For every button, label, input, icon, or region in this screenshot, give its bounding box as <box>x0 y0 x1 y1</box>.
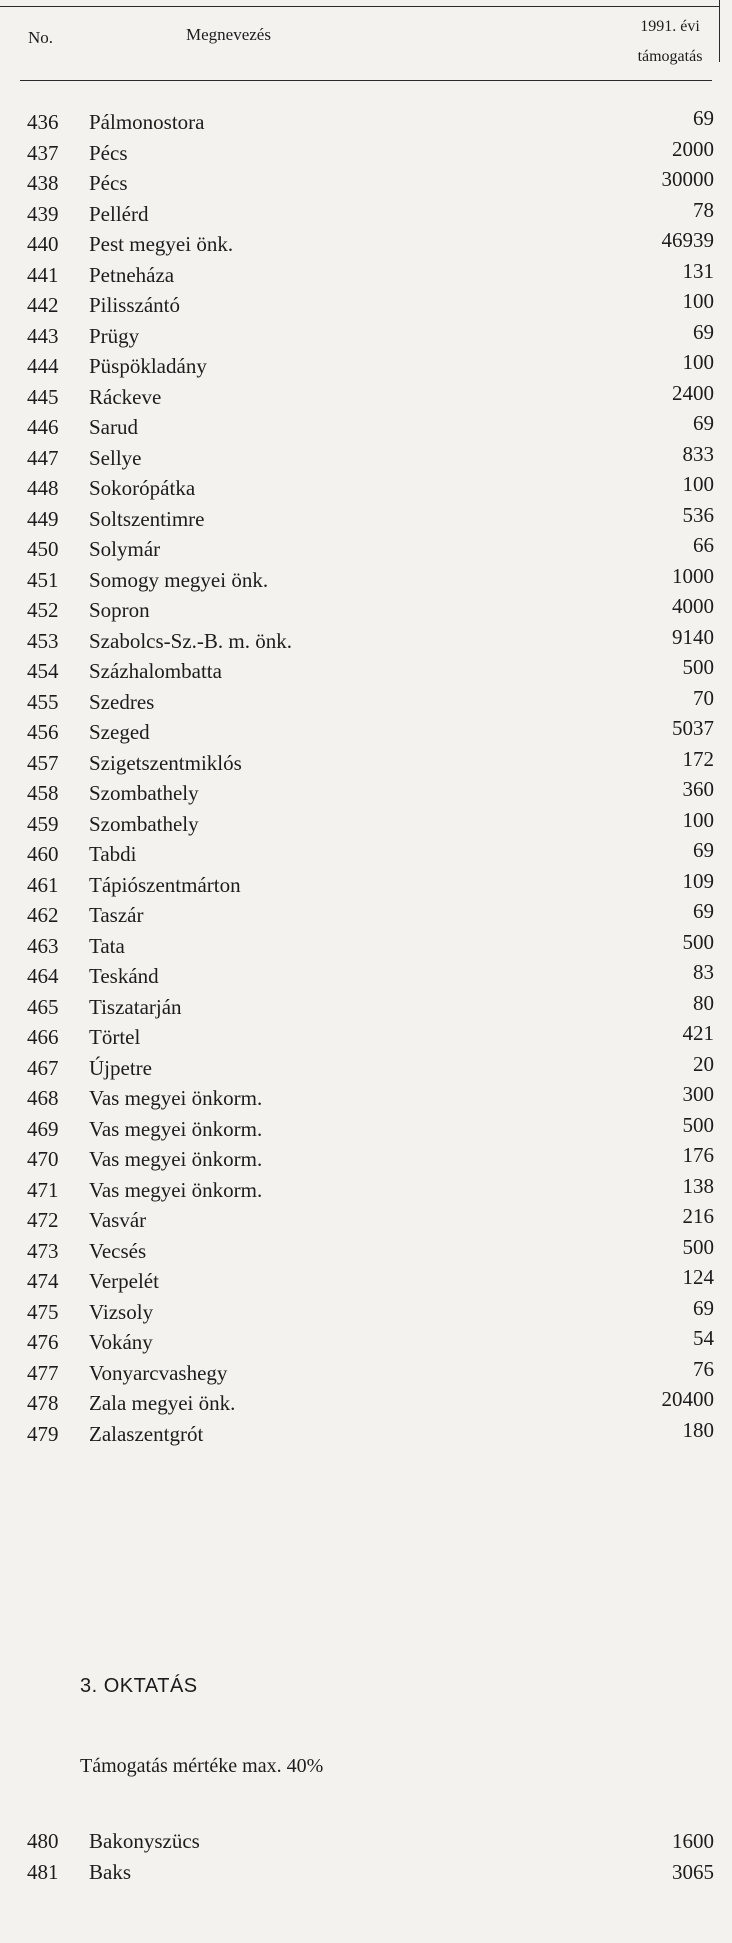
row-name: Pálmonostora <box>89 110 205 134</box>
row-number: 441 <box>27 262 59 287</box>
table-row <box>0 1826 732 1857</box>
row-value: 69 <box>693 899 714 923</box>
row-number: 479 <box>27 1421 59 1446</box>
row-number: 475 <box>27 1299 59 1324</box>
table-row <box>0 473 732 504</box>
table-row <box>0 412 732 443</box>
row-value: 172 <box>682 746 714 771</box>
row-name: Bakonyszücs <box>89 1829 200 1853</box>
row-number: 439 <box>27 201 59 226</box>
row-number: 451 <box>27 567 59 592</box>
row-value: 500 <box>682 1112 714 1137</box>
row-value: 78 <box>693 197 714 222</box>
section-title: 3. OKTATÁS <box>80 1675 198 1697</box>
row-value: 83 <box>693 960 714 984</box>
row-name: Püspökladány <box>89 354 207 378</box>
row-number: 436 <box>27 110 59 134</box>
row-number: 449 <box>27 506 59 531</box>
row-value: 300 <box>682 1082 714 1106</box>
row-number: 477 <box>27 1360 59 1385</box>
row-name: Teskánd <box>89 964 159 988</box>
row-value: 9140 <box>672 624 714 649</box>
row-number: 464 <box>27 964 59 988</box>
row-value: 69 <box>693 106 714 130</box>
row-name: Zalaszentgrót <box>89 1421 204 1446</box>
row-number: 466 <box>27 1025 59 1049</box>
row-name: Vas megyei önkorm. <box>89 1116 263 1141</box>
row-value: 69 <box>693 1295 714 1320</box>
row-name: Vokány <box>89 1330 153 1354</box>
row-value: 20 <box>693 1051 714 1076</box>
row-name: Zala megyei önk. <box>89 1391 236 1415</box>
column-header-support-line1: 1991. évi <box>640 18 700 35</box>
row-value: 76 <box>693 1356 714 1381</box>
row-number: 481 <box>27 1859 59 1884</box>
row-name: Szedres <box>89 689 155 714</box>
row-name: Baks <box>89 1859 131 1884</box>
row-value: 180 <box>682 1417 714 1442</box>
row-value: 1000 <box>672 563 714 588</box>
row-name: Petneháza <box>89 262 175 287</box>
row-value: 131 <box>682 258 714 283</box>
row-name: Sellye <box>89 445 142 470</box>
row-value: 100 <box>682 472 714 496</box>
table-row <box>0 504 732 535</box>
row-value: 54 <box>693 1326 714 1350</box>
table-row <box>0 717 732 748</box>
row-number: 462 <box>27 903 59 927</box>
row-value: 109 <box>682 868 714 893</box>
table-row <box>0 260 732 291</box>
table-row <box>0 534 732 565</box>
row-number: 471 <box>27 1177 59 1202</box>
row-name: Taszár <box>89 903 144 927</box>
row-name: Újpetre <box>89 1055 152 1080</box>
table-row <box>0 1144 732 1175</box>
row-name: Sokorópátka <box>89 476 196 500</box>
row-number: 463 <box>27 933 59 958</box>
row-name: Szeged <box>89 720 150 744</box>
row-number: 476 <box>27 1330 59 1354</box>
table-row <box>0 382 732 413</box>
row-number: 455 <box>27 689 59 714</box>
row-name: Százhalombatta <box>89 659 222 683</box>
row-number: 443 <box>27 323 59 348</box>
row-name: Törtel <box>89 1025 141 1049</box>
row-number: 474 <box>27 1269 59 1293</box>
row-name: Szombathely <box>89 811 199 836</box>
row-value: 66 <box>693 533 714 557</box>
row-number: 460 <box>27 842 59 866</box>
table-row <box>0 809 732 840</box>
row-name: Vas megyei önkorm. <box>89 1177 263 1202</box>
row-value: 176 <box>682 1143 714 1167</box>
table-row <box>0 1388 732 1419</box>
row-value: 4000 <box>672 594 714 618</box>
row-name: Szigetszentmiklós <box>89 750 242 775</box>
table-row <box>0 748 732 779</box>
row-value: 138 <box>682 1173 714 1198</box>
row-value: 216 <box>682 1204 714 1228</box>
table-row <box>0 626 732 657</box>
row-name: Vas megyei önkorm. <box>89 1086 263 1110</box>
header-rule <box>20 80 712 81</box>
table-row <box>0 931 732 962</box>
table-row <box>0 199 732 230</box>
table-row <box>0 321 732 352</box>
column-header-name: Megnevezés <box>186 25 271 44</box>
table-row <box>0 595 732 626</box>
row-name: Somogy megyei önk. <box>89 567 269 592</box>
table-row <box>0 1857 732 1888</box>
row-value: 69 <box>693 319 714 344</box>
table-row <box>0 1419 732 1450</box>
row-name: Prügy <box>89 323 140 348</box>
row-value: 20400 <box>661 1387 714 1411</box>
row-number: 450 <box>27 537 59 561</box>
row-number: 480 <box>27 1829 59 1853</box>
table-row <box>0 1266 732 1297</box>
row-value: 46939 <box>661 228 714 252</box>
table-row <box>0 900 732 931</box>
row-value: 69 <box>693 838 714 862</box>
table-row <box>0 168 732 199</box>
row-number: 467 <box>27 1055 59 1080</box>
row-name: Sopron <box>89 598 150 622</box>
row-name: Vas megyei önkorm. <box>89 1147 263 1171</box>
row-value: 3065 <box>672 1859 714 1884</box>
row-name: Tápiószentmárton <box>89 872 241 897</box>
row-value: 124 <box>682 1265 714 1289</box>
table-body-section-3 <box>0 1826 732 1887</box>
table-row <box>0 138 732 169</box>
row-number: 447 <box>27 445 59 470</box>
table-row <box>0 290 732 321</box>
table-row <box>0 839 732 870</box>
row-value: 1600 <box>672 1829 714 1853</box>
row-value: 500 <box>682 1234 714 1259</box>
row-value: 536 <box>682 502 714 527</box>
column-header-support-line2: támogatás <box>637 48 703 65</box>
row-value: 2000 <box>672 136 714 161</box>
row-value: 80 <box>693 990 714 1015</box>
table-row <box>0 1327 732 1358</box>
table-row <box>0 1205 732 1236</box>
row-number: 459 <box>27 811 59 836</box>
table-row <box>0 565 732 596</box>
table-row <box>0 1053 732 1084</box>
table-body <box>0 107 732 1449</box>
table-row <box>0 1114 732 1145</box>
table-row <box>0 778 732 809</box>
table-row <box>0 229 732 260</box>
table-row <box>0 1297 732 1328</box>
row-number: 444 <box>27 354 59 378</box>
row-value: 833 <box>682 441 714 466</box>
row-number: 437 <box>27 140 59 165</box>
row-name: Ráckeve <box>89 384 162 409</box>
row-number: 473 <box>27 1238 59 1263</box>
table-row <box>0 870 732 901</box>
row-name: Tata <box>89 933 125 958</box>
row-number: 456 <box>27 720 59 744</box>
row-value: 30000 <box>661 167 714 191</box>
table-row <box>0 992 732 1023</box>
row-number: 465 <box>27 994 59 1019</box>
row-value: 70 <box>693 685 714 710</box>
row-number: 461 <box>27 872 59 897</box>
column-header-support <box>620 12 720 72</box>
row-number: 446 <box>27 415 59 439</box>
row-name: Pécs <box>89 171 128 195</box>
row-name: Szabolcs-Sz.-B. m. önk. <box>89 628 292 653</box>
row-value: 100 <box>682 807 714 832</box>
table-row <box>0 443 732 474</box>
table-row <box>0 107 732 138</box>
table-row <box>0 1022 732 1053</box>
table-row <box>0 1083 732 1114</box>
table-row <box>0 687 732 718</box>
section-note: Támogatás mértéke max. 40% <box>80 1755 324 1777</box>
row-number: 458 <box>27 781 59 805</box>
row-name: Pilisszántó <box>89 293 181 317</box>
row-name: Vizsoly <box>89 1299 154 1324</box>
row-number: 453 <box>27 628 59 653</box>
table-row <box>0 1236 732 1267</box>
row-value: 100 <box>682 289 714 313</box>
table-row <box>0 961 732 992</box>
row-name: Tabdi <box>89 842 137 866</box>
row-name: Vonyarcvashegy <box>89 1360 228 1385</box>
column-header-no: No. <box>28 28 54 47</box>
row-number: 468 <box>27 1086 59 1110</box>
row-number: 469 <box>27 1116 59 1141</box>
row-value: 500 <box>682 929 714 954</box>
row-number: 478 <box>27 1391 59 1415</box>
row-name: Pest megyei önk. <box>89 232 234 256</box>
row-number: 472 <box>27 1208 59 1232</box>
row-value: 360 <box>682 777 714 801</box>
row-number: 452 <box>27 598 59 622</box>
table-row <box>0 656 732 687</box>
row-number: 438 <box>27 171 59 195</box>
table-header <box>0 0 732 90</box>
row-number: 470 <box>27 1147 59 1171</box>
row-name: Pécs <box>89 140 128 165</box>
row-value: 69 <box>693 411 714 435</box>
row-number: 448 <box>27 476 59 500</box>
row-value: 100 <box>682 350 714 374</box>
row-name: Szombathely <box>89 781 199 805</box>
row-name: Sarud <box>89 415 138 439</box>
row-name: Tiszatarján <box>89 994 182 1019</box>
row-number: 440 <box>27 232 59 256</box>
row-number: 445 <box>27 384 59 409</box>
table-row <box>0 1175 732 1206</box>
row-value: 500 <box>682 655 714 679</box>
row-number: 454 <box>27 659 59 683</box>
row-name: Solymár <box>89 537 161 561</box>
row-value: 5037 <box>672 716 714 740</box>
row-number: 442 <box>27 293 59 317</box>
row-name: Pellérd <box>89 201 149 226</box>
row-name: Verpelét <box>89 1269 159 1293</box>
row-value: 421 <box>682 1021 714 1045</box>
row-name: Vecsés <box>89 1238 147 1263</box>
row-number: 457 <box>27 750 59 775</box>
row-name: Soltszentimre <box>89 506 205 531</box>
row-value: 2400 <box>672 380 714 405</box>
table-row <box>0 351 732 382</box>
table-row <box>0 1358 732 1389</box>
row-name: Vasvár <box>89 1208 147 1232</box>
